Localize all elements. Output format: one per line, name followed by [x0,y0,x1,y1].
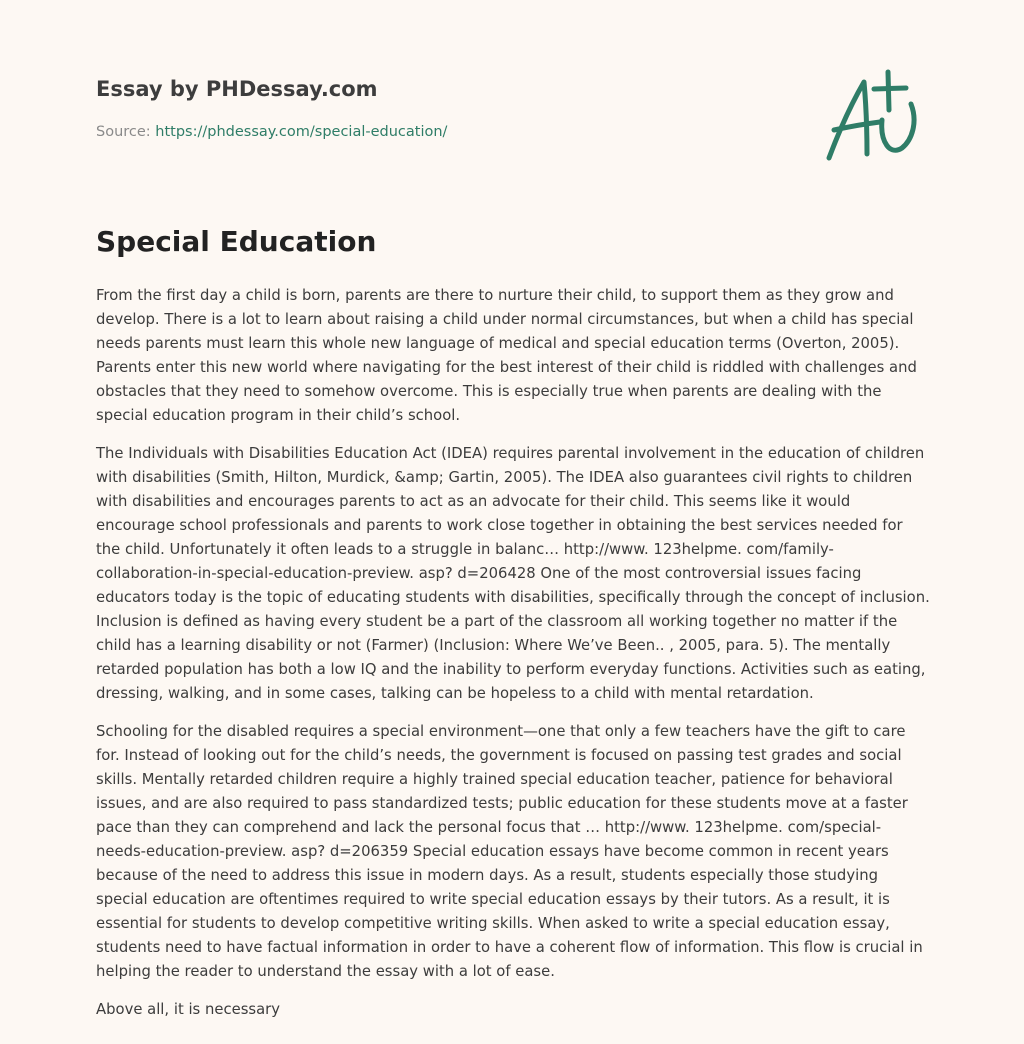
source-link[interactable]: https://phdessay.com/special-education/ [155,124,448,140]
essay-paragraph: From the first day a child is born, parents are there to nurture their child, to support them as they grow and develop. There is a lot to learn about raising a child under normal circumstances, but when a child has special needs parents must learn this whole new language of medical and special education terms (Overton, 2005). Parents enter this new world where navigating for the best interest of their child is riddled with challenges and obstacles that they need to somehow overcome. This is especially true when parents are dealing with the special education program in their child’s school. [96,287,917,424]
essay-paragraph: Schooling for the disabled requires a special environment—one that only a few teachers have the gift to care for. Instead of looking out for the child’s needs, the government is focused on passing test grades and social skills. Mentally retarded children require a highly trained special education teacher, patience for behavioral issues, and are also required to pass standardized tests; public education for these students move at a faster pace than they can comprehend and lack the personal focus that … http://www. 123helpme. com/special-needs-education-preview. asp? d=206359 Special education essays have become common in recent years because of the need to address this issue in modern days. As a result, students especially those studying special education are oftentimes required to write special education essays by their tutors. As a result, it is essential for students to develop competitive writing skills. When asked to write a special education essay, students need to have factual information in order to have a coherent flow of information. This flow is crucial in helping the reader to understand the essay with a lot of ease. [96,723,923,980]
source-line [96,124,447,140]
essay-body [96,284,930,1036]
essay-paragraph: The Individuals with Disabilities Education Act (IDEA) requires parental involvement in the education of children with disabilities (Smith, Hilton, Murdick, &amp; Gartin, 2005). The IDEA also guarantees civil rights to children with disabilities and encourages parents to act as an advocate for their child. This seems like it would encourage school professionals and parents to work close together in obtaining the best services needed for the child. Unfortunately it often leads to a struggle in balanc… http://www. 123helpme. com/family-collaboration-in-special-education-preview. asp? d=206428 One of the most controversial issues facing educators today is the topic of educating students with disabilities, specifically through the concept of inclusion. Inclusion is defined as having every student be a part of the classroom all working together no matter if the child has a learning disability or not (Farmer) (Inclusion: Where We’ve Been.. , 2005, para. 5). The mentally retarded population has both a low IQ and the inability to perform everyday functions. Activities such as eating, dressing, walking, and in some cases, talking can be hopeless to a child with mental retardation. [96,445,930,702]
site-brand: Essay by PHDessay.com [96,77,378,101]
essay-title: Special Education [96,225,377,258]
essay-paragraph: Above all, it is necessary [96,1001,281,1018]
source-label: Source: [96,124,151,140]
a-plus-grade-icon [820,68,930,168]
